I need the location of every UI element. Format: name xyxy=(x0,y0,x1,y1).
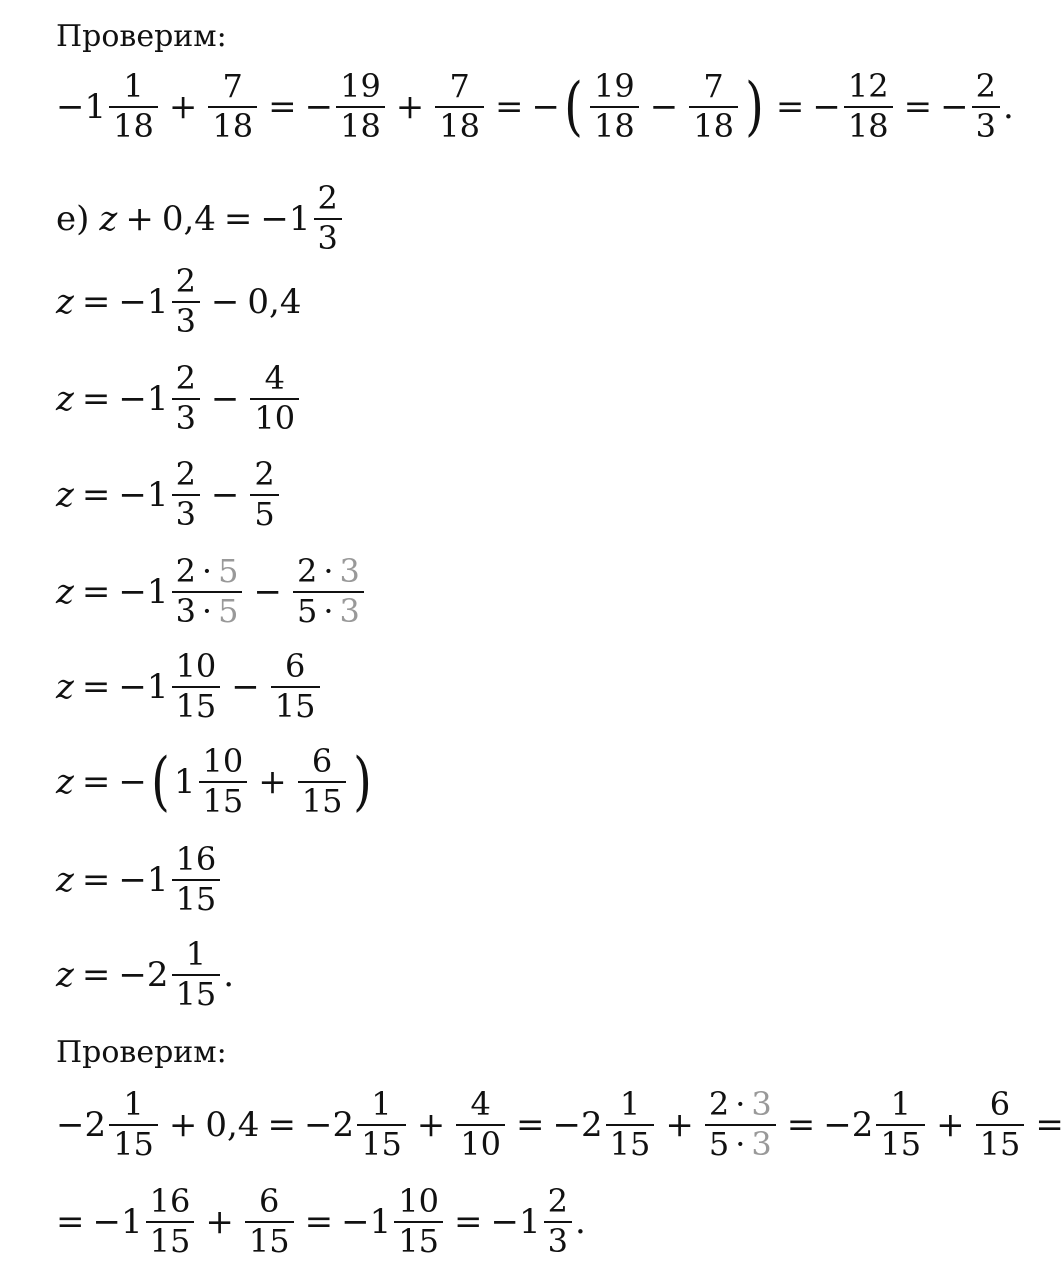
denominator: 3 xyxy=(544,1221,572,1259)
variable-z: z xyxy=(56,859,74,900)
numerator: 6 xyxy=(284,647,306,685)
equals-sign: = xyxy=(56,1201,85,1242)
step-5 xyxy=(56,647,323,725)
denominator: 15 xyxy=(357,1124,406,1162)
step-1 xyxy=(56,262,302,340)
plus-sign: + xyxy=(936,1104,965,1145)
factor: 5 xyxy=(708,1124,730,1163)
variable-z: z xyxy=(56,571,74,612)
whole-part: 2 xyxy=(332,1104,355,1145)
numerator: 6 xyxy=(259,1182,280,1220)
numerator: 1 xyxy=(123,1085,144,1123)
decimal-number: 0,4 xyxy=(247,281,302,322)
factor: 2 xyxy=(175,552,196,590)
variable-z: z xyxy=(56,666,74,707)
right-paren: ) xyxy=(353,744,373,819)
numerator: 2 xyxy=(317,179,338,217)
plus-sign: + xyxy=(168,1104,198,1145)
multiply-dot: · xyxy=(735,1124,746,1163)
minus-sign: − xyxy=(56,1104,85,1145)
fraction xyxy=(298,742,347,820)
fraction xyxy=(172,647,221,725)
denominator: 18 xyxy=(435,106,484,144)
minus-sign: − xyxy=(341,1201,370,1242)
whole-part: 1 xyxy=(121,1201,143,1242)
numerator: 10 xyxy=(398,1182,439,1220)
equals-sign: = xyxy=(81,954,111,995)
equals-sign: = xyxy=(267,1104,296,1145)
multiply-dot: · xyxy=(735,1085,746,1123)
variable-z: z xyxy=(56,378,74,419)
whole-part: 2 xyxy=(84,1104,107,1145)
minus-sign: − xyxy=(304,86,334,127)
heading-text: Проверим: xyxy=(56,19,227,54)
period: . xyxy=(223,954,235,995)
plus-sign: + xyxy=(125,198,154,239)
multiply-dot: · xyxy=(201,552,213,590)
fraction xyxy=(357,1085,406,1163)
numerator: 2 xyxy=(975,67,996,105)
fraction xyxy=(172,935,221,1013)
equals-sign: = xyxy=(775,86,805,127)
equals-sign: = xyxy=(516,1104,545,1145)
fraction xyxy=(293,552,364,630)
numerator: 1 xyxy=(890,1085,911,1123)
extra-factor: 3 xyxy=(751,1124,772,1163)
factor: 2 xyxy=(708,1085,730,1123)
equals-sign: = xyxy=(786,1104,816,1145)
check-heading-1 xyxy=(56,19,227,54)
denominator xyxy=(293,591,364,629)
whole-part: 2 xyxy=(146,954,169,995)
plus-sign: + xyxy=(205,1201,234,1242)
minus-sign: − xyxy=(253,571,282,612)
fraction xyxy=(271,647,320,725)
numerator: 6 xyxy=(311,742,333,780)
denominator: 5 xyxy=(250,494,278,532)
fraction xyxy=(456,1085,505,1163)
minus-sign: − xyxy=(118,954,147,995)
left-paren: ( xyxy=(564,69,583,144)
whole-part: 1 xyxy=(173,761,196,802)
numerator xyxy=(705,1085,776,1124)
whole-part: 1 xyxy=(518,1201,541,1242)
extra-factor: 3 xyxy=(751,1085,772,1123)
task-label: е) xyxy=(56,198,90,239)
fraction xyxy=(844,67,893,145)
numerator: 2 xyxy=(254,455,275,493)
step-2 xyxy=(56,359,302,437)
numerator: 10 xyxy=(202,742,244,780)
check-heading-2 xyxy=(56,1035,227,1070)
equals-sign: = xyxy=(81,378,111,419)
numerator: 6 xyxy=(989,1085,1011,1123)
equals-sign: = xyxy=(81,761,111,802)
fraction xyxy=(245,1182,294,1260)
numerator: 4 xyxy=(470,1085,491,1123)
numerator: 7 xyxy=(222,67,243,105)
fraction xyxy=(208,67,257,145)
variable-z: z xyxy=(56,761,74,802)
step-7 xyxy=(56,840,223,918)
extra-factor: 3 xyxy=(339,591,360,630)
step-4 xyxy=(56,552,367,630)
equals-sign: = xyxy=(304,1201,334,1242)
denominator: 18 xyxy=(844,106,893,144)
numerator: 19 xyxy=(593,67,635,105)
denominator: 18 xyxy=(208,106,257,144)
whole-part: 2 xyxy=(851,1104,874,1145)
numerator xyxy=(293,552,364,591)
numerator: 1 xyxy=(371,1085,392,1123)
multiply-dot: · xyxy=(201,591,213,630)
plus-sign: + xyxy=(416,1104,446,1145)
numerator xyxy=(172,552,243,591)
numerator: 7 xyxy=(449,67,470,105)
denominator: 18 xyxy=(689,106,738,144)
minus-sign: − xyxy=(56,86,85,127)
equals-sign: = xyxy=(81,281,111,322)
variable-z: z xyxy=(56,474,74,515)
fraction xyxy=(394,1182,443,1260)
minus-sign: − xyxy=(210,378,240,419)
fraction xyxy=(146,1182,195,1260)
fraction xyxy=(435,67,484,145)
variable-z: z xyxy=(99,198,118,239)
denominator: 15 xyxy=(876,1124,925,1162)
equals-sign: = xyxy=(81,571,111,612)
denominator: 15 xyxy=(271,686,320,724)
denominator: 15 xyxy=(109,1124,158,1162)
decimal-number: 0,4 xyxy=(161,198,216,239)
fraction xyxy=(172,552,243,630)
whole-part: 1 xyxy=(288,198,311,239)
factor: 2 xyxy=(296,552,318,590)
minus-sign: − xyxy=(940,86,969,127)
denominator: 15 xyxy=(172,879,221,917)
fraction xyxy=(689,67,738,145)
minus-sign: − xyxy=(118,378,147,419)
fraction xyxy=(972,67,1000,145)
equals-sign: = xyxy=(81,859,111,900)
numerator: 1 xyxy=(123,67,144,105)
denominator: 3 xyxy=(172,494,200,532)
numerator: 16 xyxy=(149,1182,191,1220)
minus-sign: − xyxy=(260,198,289,239)
multiply-dot: · xyxy=(323,552,334,590)
whole-part: 1 xyxy=(84,86,107,127)
denominator: 3 xyxy=(172,398,200,436)
minus-sign: − xyxy=(118,571,147,612)
denominator: 15 xyxy=(172,686,221,724)
denominator: 10 xyxy=(250,398,299,436)
fraction xyxy=(544,1182,572,1260)
fraction xyxy=(590,67,639,145)
equals-sign: = xyxy=(268,86,297,127)
decimal-number: 0,4 xyxy=(205,1104,260,1145)
denominator: 15 xyxy=(976,1124,1025,1162)
factor: 5 xyxy=(296,591,318,630)
factor: 3 xyxy=(175,591,196,630)
denominator xyxy=(705,1124,776,1162)
variable-z: z xyxy=(56,281,74,322)
fraction xyxy=(976,1085,1025,1163)
multiply-dot: · xyxy=(323,591,334,630)
denominator: 15 xyxy=(146,1221,195,1259)
numerator: 4 xyxy=(264,359,285,397)
minus-sign: − xyxy=(118,666,147,707)
minus-sign: − xyxy=(210,474,240,515)
fraction xyxy=(172,359,200,437)
denominator: 3 xyxy=(972,106,1000,144)
fraction xyxy=(172,840,221,918)
whole-part: 1 xyxy=(146,666,169,707)
numerator: 2 xyxy=(175,359,196,397)
equals-sign: = xyxy=(223,198,253,239)
minus-sign: − xyxy=(118,859,147,900)
equals-sign: = xyxy=(453,1201,483,1242)
minus-sign: − xyxy=(812,86,841,127)
plus-sign: + xyxy=(665,1104,694,1145)
denominator: 15 xyxy=(298,781,347,819)
denominator: 15 xyxy=(245,1221,294,1259)
heading-text: Проверим: xyxy=(56,1035,227,1070)
whole-part: 1 xyxy=(146,859,169,900)
extra-factor: 5 xyxy=(218,591,239,630)
equals-sign: = xyxy=(495,86,524,127)
whole-part: 1 xyxy=(146,474,169,515)
minus-sign: − xyxy=(531,86,561,127)
fraction xyxy=(606,1085,655,1163)
numerator: 7 xyxy=(703,67,724,105)
numerator: 16 xyxy=(175,840,217,878)
denominator: 18 xyxy=(336,106,385,144)
fraction xyxy=(199,742,248,820)
denominator: 10 xyxy=(456,1124,505,1162)
plus-sign: + xyxy=(168,86,198,127)
minus-sign: − xyxy=(231,666,260,707)
equals-sign: = xyxy=(81,474,111,515)
fraction xyxy=(250,455,278,533)
extra-factor: 3 xyxy=(339,552,360,590)
denominator xyxy=(172,591,243,629)
fraction xyxy=(172,455,200,533)
minus-sign: − xyxy=(118,474,147,515)
fraction xyxy=(336,67,385,145)
check-equation-2-continued xyxy=(56,1182,586,1260)
variable-z: z xyxy=(56,954,74,995)
whole-part: 1 xyxy=(369,1201,392,1242)
minus-sign: − xyxy=(823,1104,852,1145)
numerator: 19 xyxy=(340,67,381,105)
whole-part: 2 xyxy=(581,1104,603,1145)
fraction xyxy=(314,179,342,257)
fraction xyxy=(876,1085,925,1163)
minus-sign: − xyxy=(303,1104,333,1145)
whole-part: 1 xyxy=(146,378,169,419)
task-equation xyxy=(56,179,345,257)
denominator: 18 xyxy=(590,106,639,144)
step-3 xyxy=(56,455,282,533)
minus-sign: − xyxy=(118,281,147,322)
step-6 xyxy=(56,742,376,820)
whole-part: 1 xyxy=(146,281,169,322)
numerator: 2 xyxy=(175,262,196,300)
minus-sign: − xyxy=(210,281,240,322)
period: . xyxy=(574,1201,586,1242)
numerator: 2 xyxy=(175,455,196,493)
check-equation-1 xyxy=(56,67,1014,145)
minus-sign: − xyxy=(490,1201,519,1242)
fraction xyxy=(705,1085,776,1163)
plus-sign: + xyxy=(395,86,425,127)
equals-sign: = xyxy=(1035,1104,1064,1145)
numerator: 2 xyxy=(547,1182,568,1220)
whole-part: 1 xyxy=(146,571,169,612)
numerator: 10 xyxy=(175,647,217,685)
minus-sign: − xyxy=(118,761,147,802)
denominator: 15 xyxy=(199,781,248,819)
fraction xyxy=(109,1085,158,1163)
denominator: 3 xyxy=(314,218,342,256)
period: . xyxy=(1002,86,1014,127)
equals-sign: = xyxy=(81,666,111,707)
plus-sign: + xyxy=(258,761,287,802)
extra-factor: 5 xyxy=(218,552,239,590)
minus-sign: − xyxy=(649,86,679,127)
numerator: 1 xyxy=(619,1085,641,1123)
left-paren: ( xyxy=(151,744,170,819)
equals-sign: = xyxy=(903,86,933,127)
minus-sign: − xyxy=(92,1201,121,1242)
fraction xyxy=(250,359,299,437)
denominator: 15 xyxy=(394,1221,443,1259)
denominator: 3 xyxy=(172,301,200,339)
denominator: 15 xyxy=(606,1124,655,1162)
fraction xyxy=(109,67,158,145)
step-8-answer xyxy=(56,935,235,1013)
denominator: 15 xyxy=(172,974,221,1012)
check-equation-2 xyxy=(56,1085,1064,1163)
fraction xyxy=(172,262,200,340)
numerator: 12 xyxy=(847,67,889,105)
right-paren: ) xyxy=(745,69,764,144)
numerator: 1 xyxy=(185,935,207,973)
minus-sign: − xyxy=(552,1104,582,1145)
denominator: 18 xyxy=(109,106,158,144)
